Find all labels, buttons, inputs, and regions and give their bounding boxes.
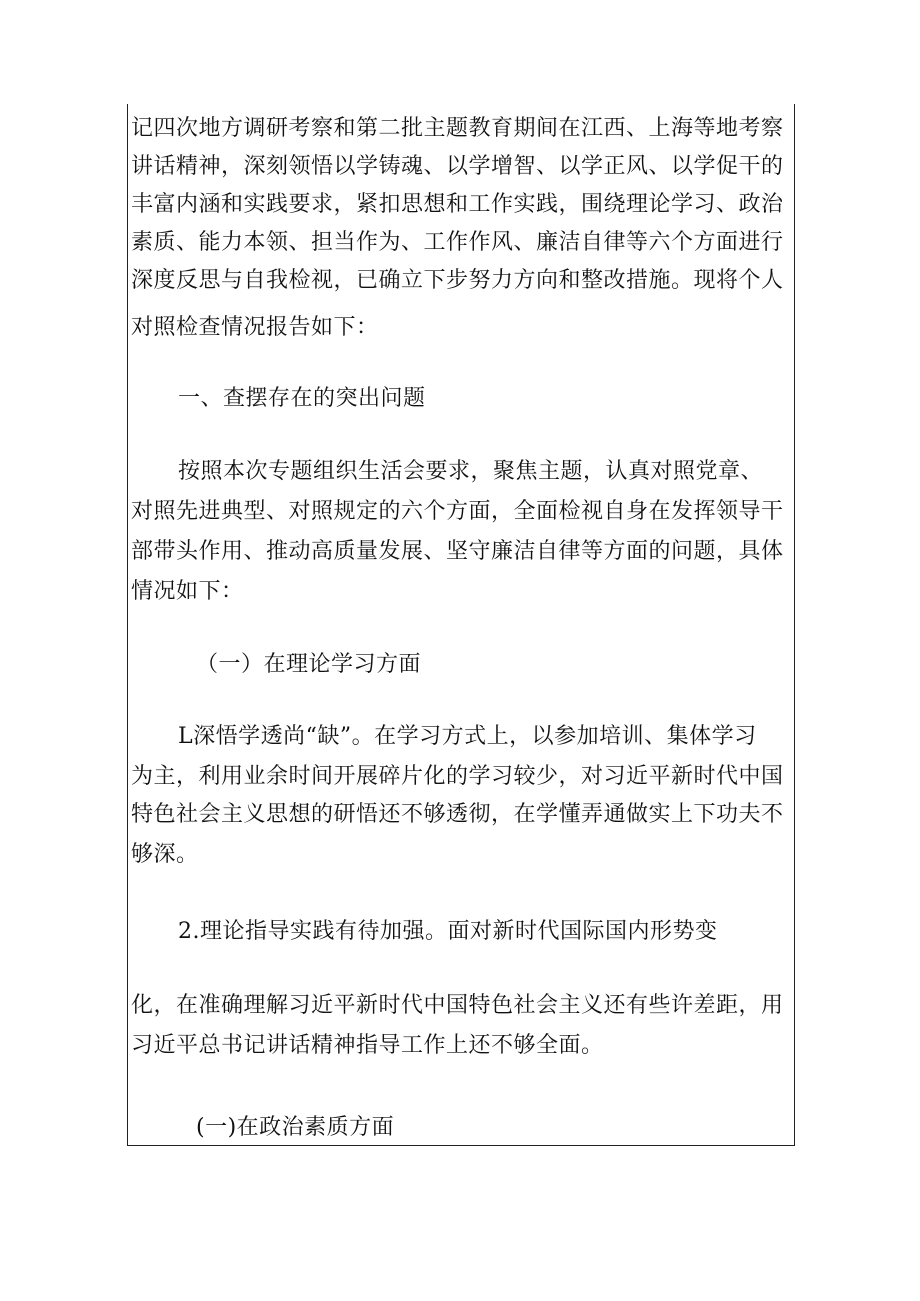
paragraph-line: 习近平总书记讲话精神指导工作上还不够全面。 — [131, 1033, 604, 1058]
paragraph-line: 为主，利用业余时间开展碎片化的学习较少，对习近平新时代中国 — [131, 764, 784, 789]
paragraph-line: 2.理论指导实践有待加强。面对新时代国际国内形势变 — [178, 919, 718, 944]
paragraph-line: 化，在准确理解习近平新时代中国特色社会主义还有些许差距，用 — [131, 993, 784, 1018]
document-frame — [127, 104, 795, 1146]
paragraph-line: 记四次地方调研考察和第二批主题教育期间在江西、上海等地考察 — [131, 116, 784, 141]
paragraph-line: 深度反思与自我检视，已确立下步努力方向和整改措施。现将个人 — [131, 268, 784, 293]
paragraph-line: L深悟学透尚“缺”。在学习方式上，以参加培训、集体学习 — [178, 724, 757, 749]
paragraph-line: 特色社会主义思想的研悟还不够透彻，在学懂弄通做实上下功夫不 — [131, 802, 784, 827]
subsection-heading: （一）在理论学习方面 — [196, 652, 422, 677]
subsection-heading: (一)在政治素质方面 — [196, 1115, 395, 1140]
section-heading: 一、查摆存在的突出问题 — [178, 386, 426, 411]
paragraph-line: 对照检查情况报告如下： — [131, 315, 379, 340]
paragraph-line: 素质、能力本领、担当作为、工作作风、廉洁自律等六个方面进行 — [131, 230, 784, 255]
paragraph-line: 按照本次专题组织生活会要求，聚焦主题，认真对照党章、 — [178, 459, 764, 484]
paragraph-line: 对照先进典型、对照规定的六个方面，全面检视自身在发挥领导干 — [131, 499, 784, 524]
paragraph-line: 丰富内涵和实践要求，紧扣思想和工作实践，围绕理论学习、政治 — [131, 192, 784, 217]
paragraph-line: 部带头作用、推动高质量发展、坚守廉洁自律等方面的问题，具体 — [131, 539, 784, 564]
paragraph-line: 情况如下： — [131, 579, 244, 604]
paragraph-line: 讲话精神，深刻领悟以学铸魂、以学增智、以学正风、以学促干的 — [131, 154, 784, 179]
paragraph-line: 够深。 — [131, 842, 199, 867]
